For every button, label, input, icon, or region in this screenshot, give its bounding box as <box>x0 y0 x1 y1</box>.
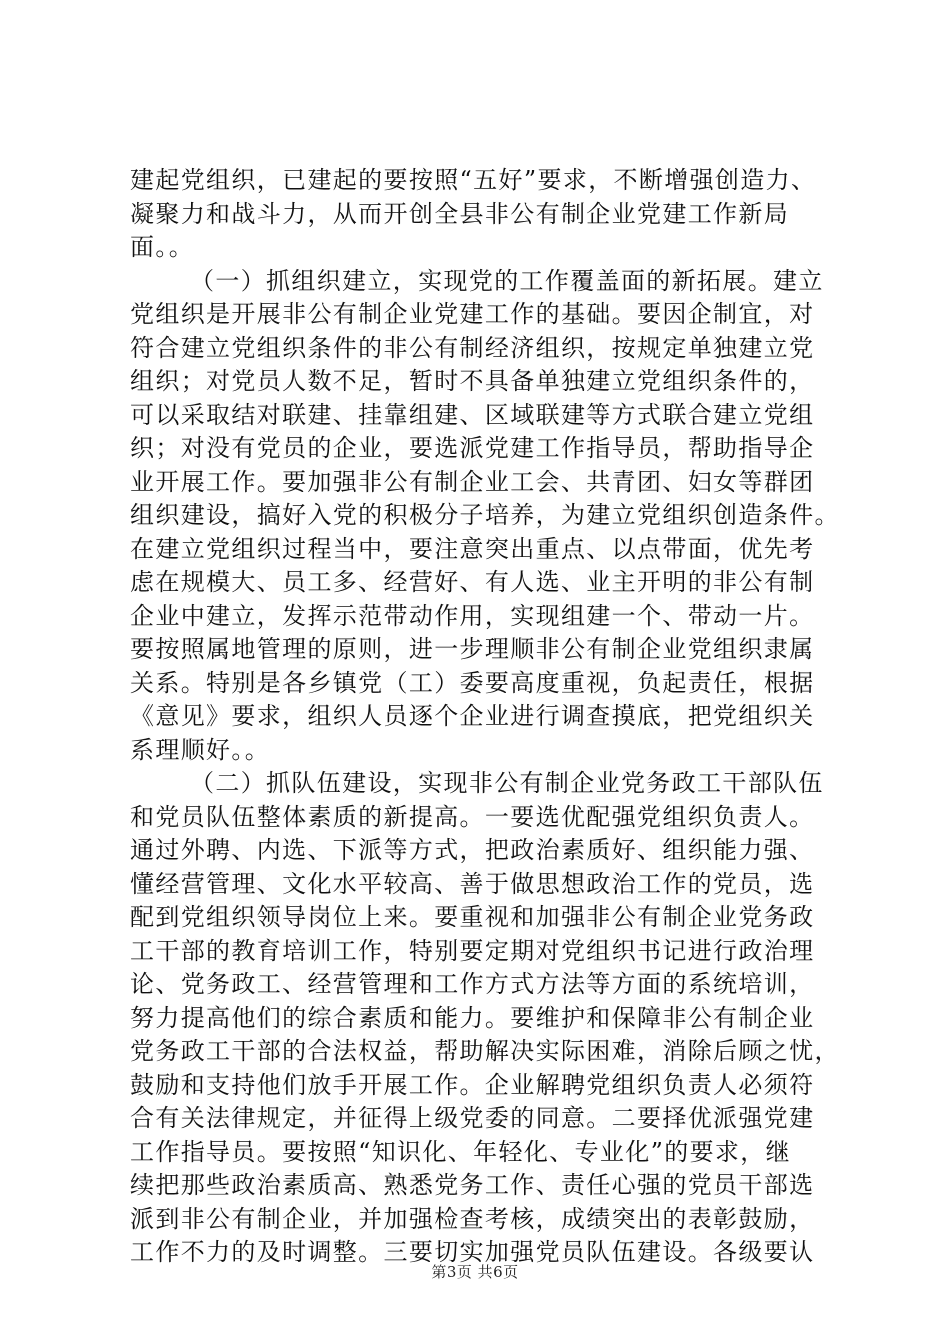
paragraph-start-line: （一）抓组织建立，实现党的工作覆盖面的新拓展。建立 <box>190 266 824 295</box>
text-line: 工干部的教育培训工作，特别要定期对党组织书记进行政治理 <box>130 936 815 965</box>
text-line: 鼓励和支持他们放手开展工作。企业解聘党组织负责人必须符 <box>130 1070 815 1099</box>
text-line: 合有关法律规定，并征得上级党委的同意。二要择优派强党建 <box>130 1104 815 1132</box>
text-line: 建起党组织，已建起的要按照“五好”要求，不断增强创造力、 <box>130 166 817 194</box>
text-line: 凝聚力和战斗力，从而开创全县非公有制企业党建工作新局 <box>130 199 790 228</box>
text-line: 《意见》要求，组织人员逐个企业进行调查摸底，把党组织关 <box>130 702 815 730</box>
text-line: 和党员队伍整体素质的新提高。一要选优配强党组织负责人。 <box>130 802 815 831</box>
text-line: 组织建设，搞好入党的积极分子培养，为建立党组织创造条件。 <box>130 501 840 529</box>
text-line: 虑在规模大、员工多、经营好、有人选、业主开明的非公有制 <box>130 568 815 596</box>
page-number: 第3页 共6页 <box>431 1263 519 1281</box>
text-line: 努力提高他们的综合素质和能力。要维护和保障非公有制企业 <box>130 1003 815 1032</box>
text-line: 续把那些政治素质高、熟悉党务工作、责任心强的党员干部选 <box>130 1171 815 1199</box>
text-line: 面。。 <box>130 233 195 261</box>
text-line: 织；对没有党员的企业，要选派党建工作指导员，帮助指导企 <box>130 434 815 462</box>
text-line: 通过外聘、内选、下派等方式，把政治素质好、组织能力强、 <box>130 836 815 864</box>
page-footer <box>0 1262 950 1282</box>
document-body <box>130 164 840 1270</box>
text-line: 关系。特别是各乡镇党（工）委要高度重视，负起责任，根据 <box>130 668 815 697</box>
text-line: 工作不力的及时调整。三要切实加强党员队伍建设。各级要认 <box>130 1238 815 1266</box>
text-line: 在建立党组织过程当中，要注意突出重点、以点带面，优先考 <box>130 534 815 563</box>
text-line: 要按照属地管理的原则，进一步理顺非公有制企业党组织隶属 <box>130 635 815 663</box>
text-line: 党务政工干部的合法权益，帮助解决实际困难，消除后顾之忧， <box>130 1037 840 1065</box>
text-line: 可以采取结对联建、挂靠组建、区域联建等方式联合建立党组 <box>130 400 815 429</box>
paragraph-start-line: （二）抓队伍建设，实现非公有制企业党务政工干部队伍 <box>190 769 824 797</box>
text-line: 符合建立党组织条件的非公有制经济组织，按规定单独建立党 <box>130 333 815 362</box>
text-line: 业开展工作。要加强非公有制企业工会、共青团、妇女等群团 <box>130 467 815 496</box>
text-line: 企业中建立，发挥示范带动作用，实现组建一个、带动一片。 <box>130 601 815 630</box>
text-line: 配到党组织领导岗位上来。要重视和加强非公有制企业党务政 <box>130 903 815 931</box>
text-line: 论、党务政工、经营管理和工作方式方法等方面的系统培训， <box>130 970 815 998</box>
text-line: 组织；对党员人数不足，暂时不具备单独建立党组织条件的， <box>130 367 815 395</box>
text-line: 懂经营管理、文化水平较高、善于做思想政治工作的党员，选 <box>130 869 815 898</box>
text-line: 派到非公有制企业，并加强检查考核，成绩突出的表彰鼓励， <box>130 1204 815 1233</box>
text-line: 党组织是开展非公有制企业党建工作的基础。要因企制宜，对 <box>130 300 815 328</box>
text-line: 系理顺好。。 <box>130 735 271 764</box>
text-line: 工作指导员。要按照“知识化、年轻化、专业化”的要求，继 <box>130 1137 791 1166</box>
